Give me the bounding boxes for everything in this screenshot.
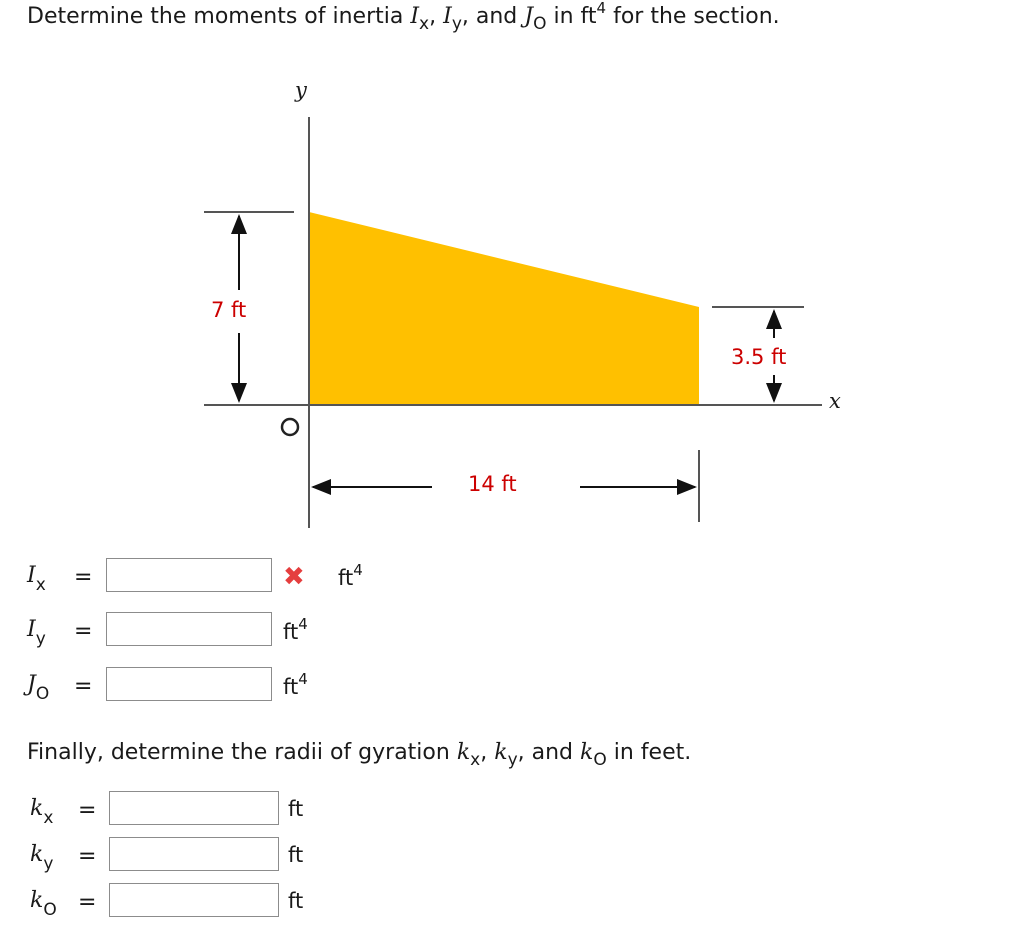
iy-input[interactable] (106, 612, 272, 646)
height-right-label: 3.5 ft (731, 345, 787, 369)
y-axis-label: y (295, 78, 307, 102)
x-mark-icon: ✖ (283, 562, 305, 592)
equals-sign: = (78, 798, 97, 823)
origin-marker (282, 419, 298, 435)
ko-unit: ft (288, 889, 304, 913)
equals-sign: = (74, 674, 93, 699)
ko-input[interactable] (109, 883, 279, 917)
iy-symbol: $I_y$ (27, 617, 46, 649)
x-axis-label: x (829, 389, 841, 413)
width-label: 14 ft (468, 472, 517, 496)
ix-input[interactable] (106, 558, 272, 592)
jo-input[interactable] (106, 667, 272, 701)
shaded-section (309, 212, 699, 405)
ky-unit: ft (288, 843, 304, 867)
kx-symbol: $k_x$ (30, 796, 54, 828)
height-left-label: 7 ft (211, 298, 247, 322)
kx-input[interactable] (109, 791, 279, 825)
jo-unit: $ft^4$ (283, 670, 308, 699)
ky-symbol: $k_y$ (30, 842, 54, 874)
question-text: Determine the moments of inertia $I_x$, $I_y$, and $J_O$ in $ft^4$ for the section. (27, 0, 780, 34)
equals-sign: = (74, 565, 93, 590)
kx-unit: ft (288, 797, 304, 821)
ky-input[interactable] (109, 837, 279, 871)
iy-unit: $ft^4$ (283, 615, 308, 644)
equals-sign: = (78, 890, 97, 915)
ix-unit: $ft^4$ (338, 561, 363, 590)
jo-symbol: $J_O$ (27, 672, 50, 704)
ix-symbol: $I_x$ (27, 563, 46, 595)
ko-symbol: $k_O$ (30, 888, 57, 920)
equals-sign: = (74, 619, 93, 644)
equals-sign: = (78, 844, 97, 869)
question2-text: Finally, determine the radii of gyration $k_x$, $k_y$, and $k_O$ in feet. (27, 740, 692, 770)
